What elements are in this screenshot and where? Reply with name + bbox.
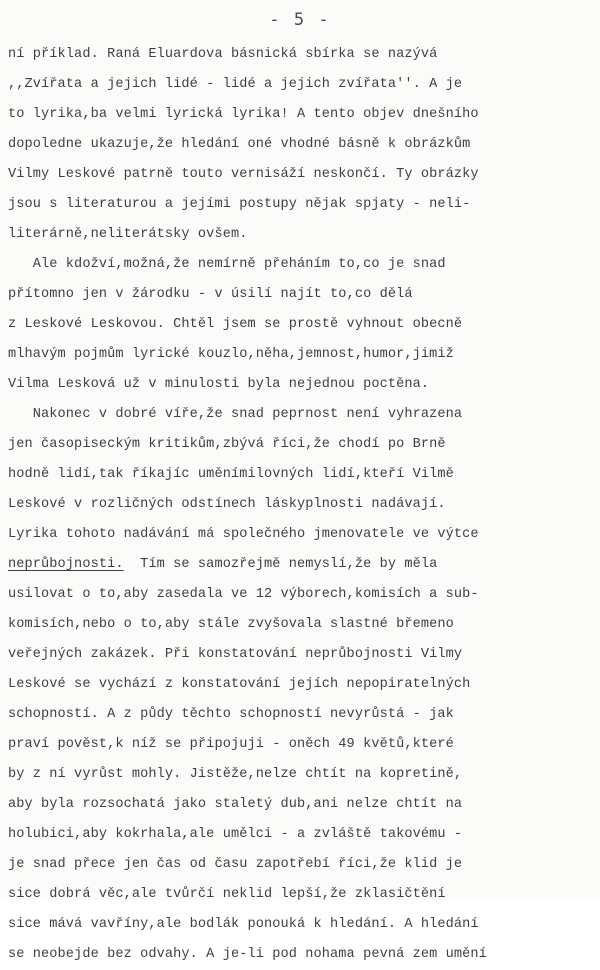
line-remainder: Tím se samozřejmě nemyslí,že by měla	[123, 557, 438, 572]
text-line: mlhavým pojmům lyrické kouzlo,něha,jemnost,humor,jimiž	[8, 347, 454, 362]
text-line: aby byla rozsochatá jako staletý dub,ani nelze chtít na	[8, 797, 463, 812]
text-line	[8, 550, 600, 580]
underlined-word: neprůbojnosti.	[8, 557, 124, 572]
text-line: to lyrika,ba velmi lyrická lyrika! A tento objev dnešního	[8, 107, 479, 122]
text-line: hodně lidí,tak říkajíc uměnímilovných lidí,kteří Vilmě	[8, 467, 454, 482]
text-line: praví pověst,k níž se připojuji - oněch 49 květů,které	[8, 737, 454, 752]
text-line: Ale kdožví,možná,že nemírně přeháním to,co je snad	[8, 257, 446, 272]
text-line: ,,Zvířata a jejich lidé - lidé a jejich zvířata''. A je	[8, 77, 463, 92]
text-line: Lyrika tohoto nadávání má společného jmenovatele ve výtce	[8, 527, 479, 542]
typewritten-text	[8, 40, 600, 970]
text-line: jen časopiseckým kritikům,zbývá říci,že chodí po Brně	[8, 437, 446, 452]
text-line: ní příklad. Raná Eluardova básnická sbírka se nazývá	[8, 47, 438, 62]
text-line: veřejných zakázek. Při konstatování neprůbojnosti Vilmy	[8, 647, 463, 662]
text-line: je snad přece jen čas od času zapotřebí říci,že klid je	[8, 857, 463, 872]
text-line: přítomno jen v žárodku - v úsilí najít to,co dělá	[8, 287, 413, 302]
text-line: Nakonec v dobré víře,že snad peprnost není vyhrazena	[8, 407, 463, 422]
text-line: usilovat o to,aby zasedala ve 12 výborech,komisích a sub-	[8, 587, 479, 602]
text-line: dopoledne ukazuje,že hledání oné vhodné básně k obrázkům	[8, 137, 471, 152]
text-line: sice mává vavříny,ale bodlák ponouká k hledání. A hledání	[8, 917, 479, 932]
text-line: Leskové se vychází z konstatování jejích nepopiratelných	[8, 677, 471, 692]
text-line: schopností. A z půdy těchto schopností nevyrůstá - jak	[8, 707, 454, 722]
text-line: literárně,neliterátsky ovšem.	[8, 227, 248, 242]
text-line: Vilma Lesková už v minulosti byla nejednou poctěna.	[8, 377, 430, 392]
text-line: Vilmy Leskové patrně touto vernisáží neskončí. Ty obrázky	[8, 167, 479, 182]
text-line: jsou s literaturou a jejími postupy nějak spjaty - neli-	[8, 197, 471, 212]
page-number: - 5 -	[269, 10, 331, 30]
text-line: se neobejde bez odvahy. A je-li pod nohama pevná zem umění	[8, 947, 487, 962]
text-line: by z ní vyrůst mohly. Jistěže,nelze chtít na kopretině,	[8, 767, 463, 782]
text-line: Leskové v rozličných odstínech láskyplnosti nadávají.	[8, 497, 446, 512]
text-line: komisích,nebo o to,aby stále zvyšovala slastné břemeno	[8, 617, 454, 632]
text-line: z Leskové Leskovou. Chtěl jsem se prostě vyhnout obecně	[8, 317, 463, 332]
text-line: holubici,aby kokrhala,ale umělci - a zvláště takovému -	[8, 827, 463, 842]
text-line: sice dobrá věc,ale tvůrčí neklid lepší,že zklasičtění	[8, 887, 446, 902]
